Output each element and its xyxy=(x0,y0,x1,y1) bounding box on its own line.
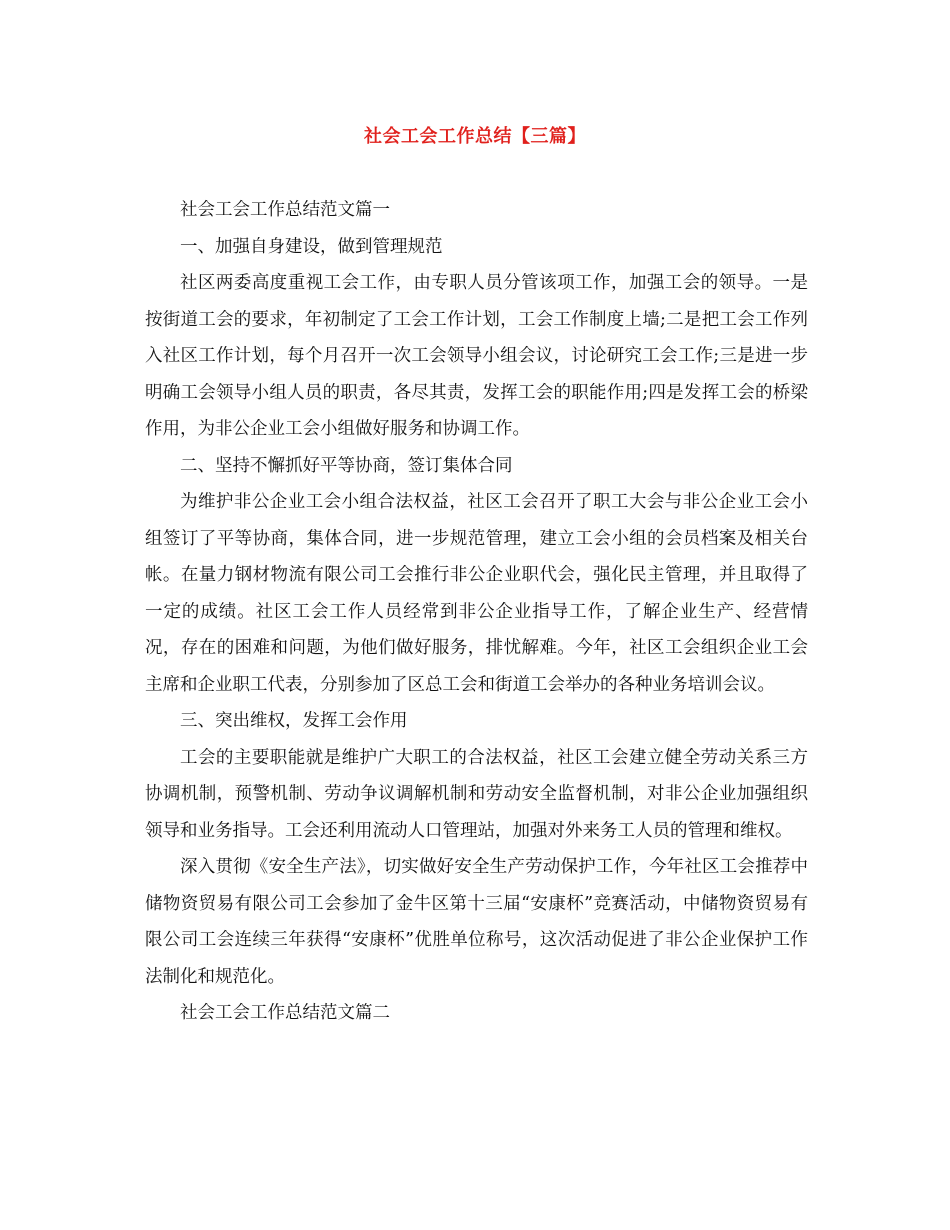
paragraph-equal-negotiation: 为维护非公企业工会小组合法权益，社区工会召开了职工大会与非公企业工会小组签订了平等协商，集体合同，进一步规范管理，建立工会小组的会员档案及相关台帐。在量力钢材物流有限公司工会推行非公企业职代会，强化民主管理，并且取得了一定的成绩。社区工会工作人员经常到非公企业指导工作，了解企业生产、经营情况，存在的困难和问题，为他们做好服务，排忧解难。今年，社区工会组织企业工会主席和企业职工代表，分别参加了区总工会和街道工会举办的各种业务培训会议。 xyxy=(145,492,808,695)
document-title: 社会工会工作总结【三篇】 xyxy=(364,126,586,147)
section-heading-part-two: 社会工会工作总结范文篇二 xyxy=(180,1003,390,1023)
section-heading-part-one: 社会工会工作总结范文篇一 xyxy=(180,200,390,220)
paragraph-safety-production: 深入贯彻《安全生产法》，切实做好安全生产劳动保护工作，今年社区工会推荐中储物资贸易有限公司工会参加了金牛区第十三届“安康杯”竞赛活动，中储物资贸易有限公司工会连续三年获得“安康杯”优胜单位称号，这次活动促进了非公企业保护工作法制化和规范化。 xyxy=(145,857,808,987)
subheading-self-building: 一、加强自身建设，做到管理规范 xyxy=(180,236,443,257)
subheading-rights-protection: 三、突出维权，发挥工会作用 xyxy=(180,711,408,731)
paragraph-rights-protection: 工会的主要职能就是维护广大职工的合法权益，社区工会建立健全劳动关系三方协调机制，预警机制、劳动争议调解机制和劳动安全监督机制，对非公企业加强组织领导和业务指导。工会还利用流动人口管理站，加强对外来务工人员的管理和维权。 xyxy=(145,747,808,841)
subheading-equal-negotiation: 二、坚持不懈抓好平等协商，签订集体合同 xyxy=(180,455,513,476)
paragraph-self-building: 社区两委高度重视工会工作，由专职人员分管该项工作，加强工会的领导。一是按街道工会的要求，年初制定了工会工作计划，工会工作制度上墙;二是把工会工作列入社区工作计划，每个月召开一次工会领导小组会议，讨论研究工会工作;三是进一步明确工会领导小组人员的职责，各尽其责，发挥工会的职能作用;四是发挥工会的桥梁作用，为非公企业工会小组做好服务和协调工作。 xyxy=(145,273,808,439)
document-body xyxy=(145,192,808,1032)
